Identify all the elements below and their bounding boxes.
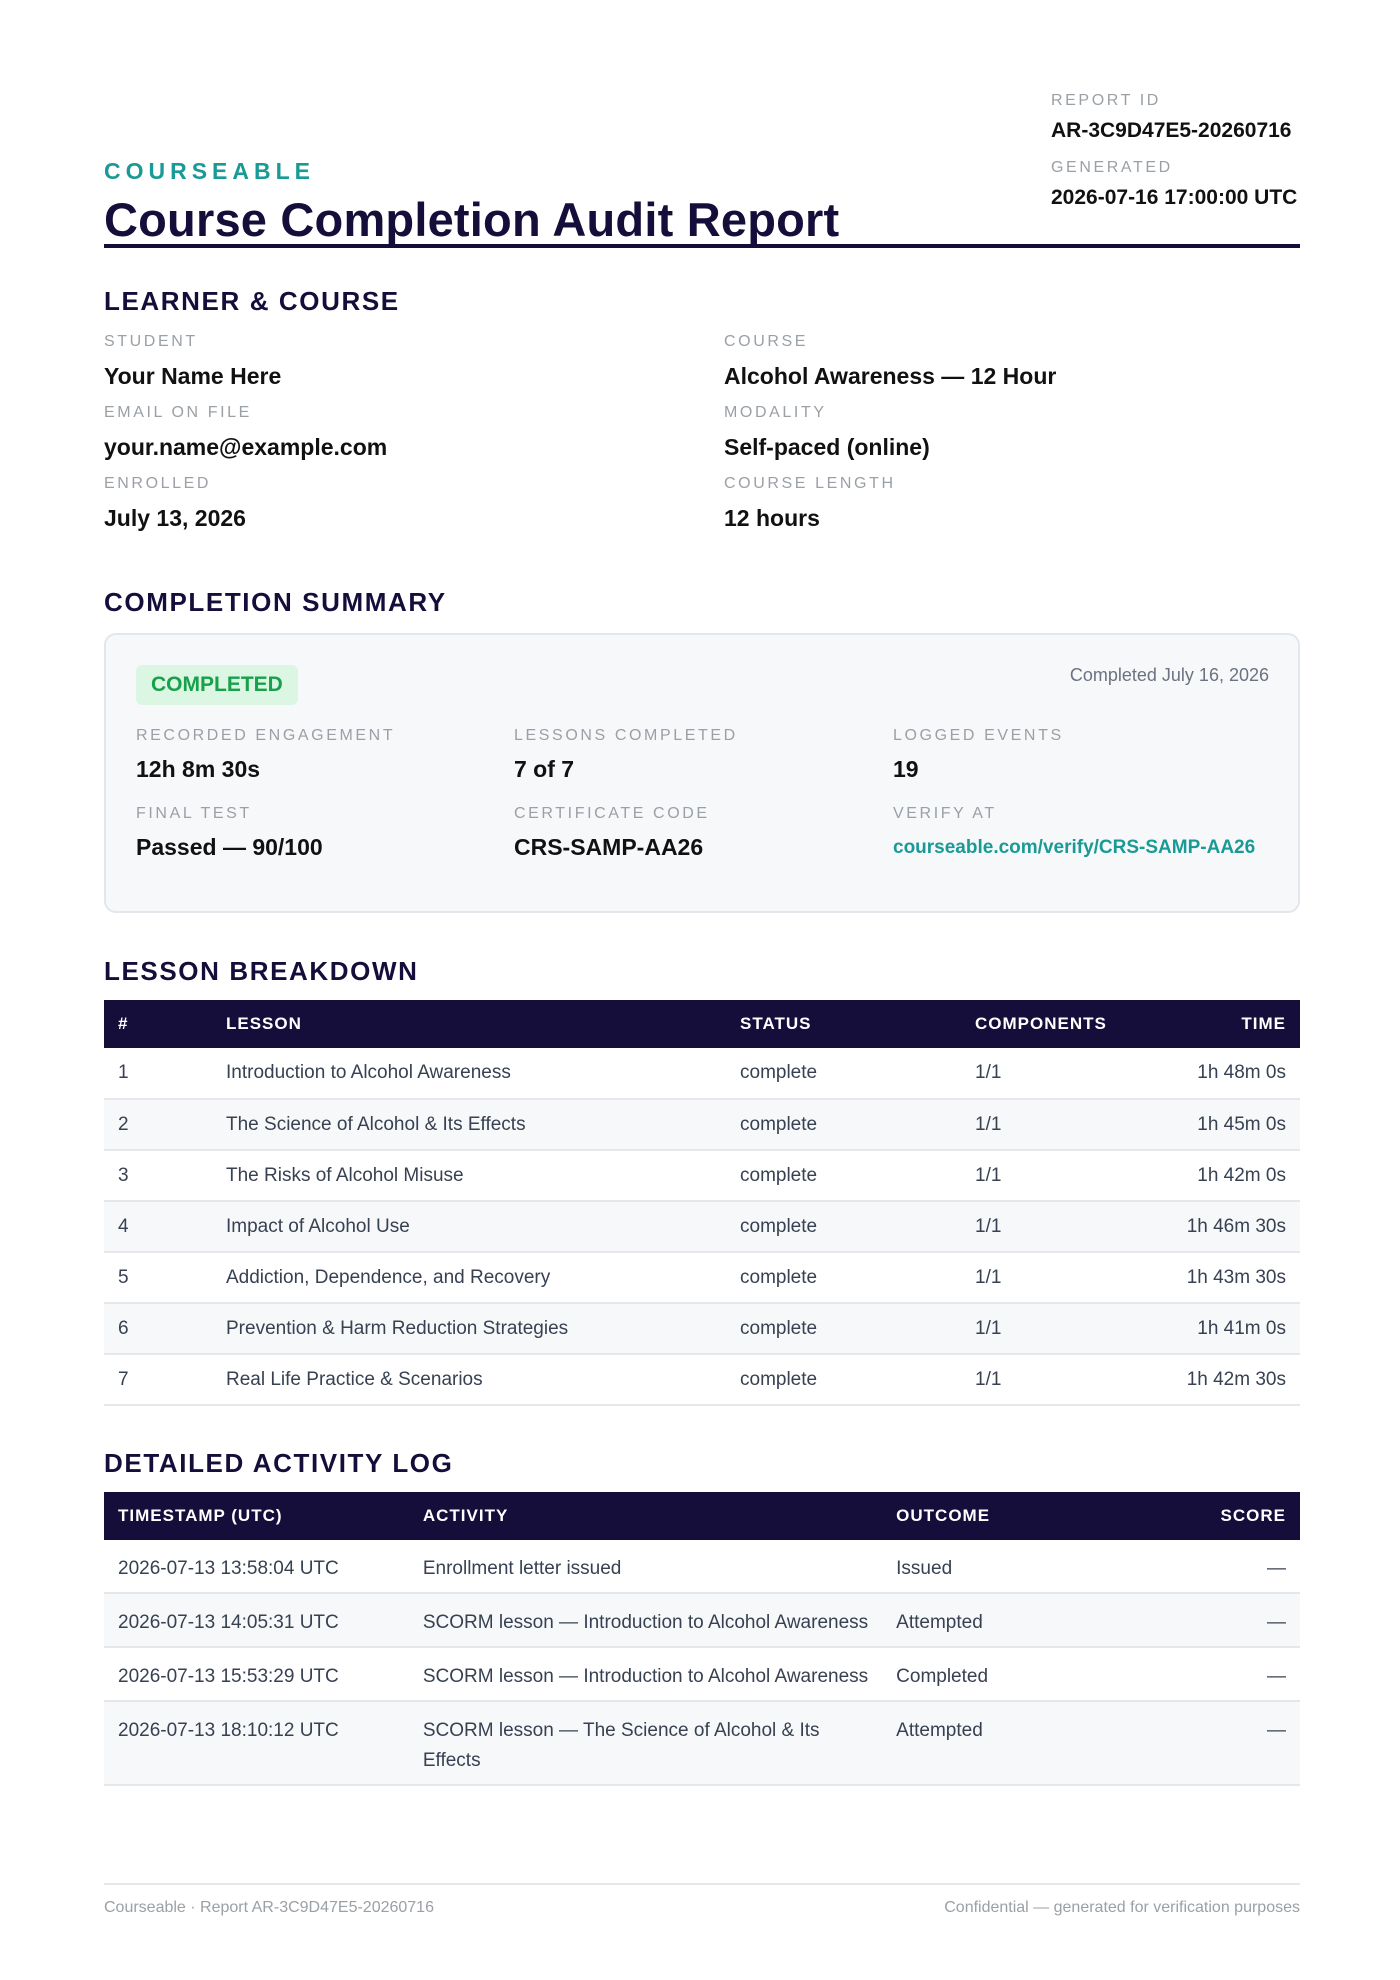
footer-left-text: Courseable · Report AR-3C9D47E5-20260716 bbox=[104, 1899, 434, 1916]
activity-score: — bbox=[1179, 1701, 1300, 1785]
certificate-code-label: CERTIFICATE CODE bbox=[514, 805, 710, 822]
lesson-number: 4 bbox=[104, 1201, 212, 1252]
lesson-name: Prevention & Harm Reduction Strategies bbox=[212, 1303, 726, 1354]
lesson-status: complete bbox=[726, 1048, 961, 1099]
column-header: TIME bbox=[1241, 1014, 1286, 1033]
lesson-time: 1h 43m 30s bbox=[1161, 1252, 1300, 1303]
lesson-time: 1h 42m 30s bbox=[1161, 1354, 1300, 1405]
activity-table-header bbox=[104, 1492, 1300, 1540]
verify-field bbox=[893, 805, 1255, 859]
lesson-components: 1/1 bbox=[961, 1201, 1161, 1252]
lessons-completed-value: 7 of 7 bbox=[514, 756, 575, 782]
final-test-field bbox=[136, 805, 323, 861]
column-header: TIMESTAMP (UTC) bbox=[118, 1506, 283, 1525]
completed-date: Completed July 16, 2026 bbox=[1069, 665, 1269, 685]
enrolled-value: July 13, 2026 bbox=[104, 505, 246, 531]
lesson-name: The Science of Alcohol & Its Effects bbox=[212, 1099, 726, 1150]
activity-log-table bbox=[104, 1492, 1300, 1786]
engagement-label: RECORDED ENGAGEMENT bbox=[136, 727, 396, 744]
lesson-breakdown-table bbox=[104, 1000, 1300, 1406]
student-value: Your Name Here bbox=[104, 363, 282, 389]
page-title: Course Completion Audit Report bbox=[104, 193, 840, 246]
column-header: # bbox=[118, 1014, 129, 1033]
email-value: your.name@example.com bbox=[104, 434, 388, 460]
activity-outcome: Issued bbox=[882, 1540, 1178, 1593]
generated-label: GENERATED bbox=[1051, 159, 1173, 176]
activity-timestamp: 2026-07-13 13:58:04 UTC bbox=[104, 1540, 409, 1593]
lesson-name: Real Life Practice & Scenarios bbox=[212, 1354, 726, 1405]
table-row bbox=[104, 1593, 1300, 1647]
lesson-status: complete bbox=[726, 1303, 961, 1354]
lesson-name: The Risks of Alcohol Misuse bbox=[212, 1150, 726, 1201]
engagement-field bbox=[136, 727, 395, 783]
lessons-section-title: LESSON BREAKDOWN bbox=[104, 956, 419, 986]
logged-events-value: 19 bbox=[893, 756, 919, 782]
lesson-components: 1/1 bbox=[961, 1150, 1161, 1201]
activity-score: — bbox=[1179, 1540, 1300, 1593]
lesson-status: complete bbox=[726, 1150, 961, 1201]
course-length-label: COURSE LENGTH bbox=[724, 475, 896, 492]
lesson-number: 2 bbox=[104, 1099, 212, 1150]
table-row bbox=[104, 1150, 1300, 1201]
modality-field bbox=[724, 404, 930, 461]
column-header: COMPONENTS bbox=[975, 1014, 1107, 1033]
activity-section-title: DETAILED ACTIVITY LOG bbox=[104, 1448, 454, 1478]
activity-outcome: Completed bbox=[882, 1647, 1178, 1701]
activity-timestamp: 2026-07-13 14:05:31 UTC bbox=[104, 1593, 409, 1647]
activity-timestamp: 2026-07-13 15:53:29 UTC bbox=[104, 1647, 409, 1701]
column-header: SCORE bbox=[1220, 1506, 1286, 1525]
lesson-status: complete bbox=[726, 1201, 961, 1252]
email-field bbox=[104, 404, 387, 461]
completion-summary-card bbox=[104, 633, 1300, 913]
report-meta bbox=[1051, 92, 1300, 210]
table-row bbox=[104, 1354, 1300, 1405]
report-header bbox=[104, 0, 1300, 248]
final-test-label: FINAL TEST bbox=[136, 805, 252, 822]
lesson-components: 1/1 bbox=[961, 1048, 1161, 1099]
lesson-components: 1/1 bbox=[961, 1303, 1161, 1354]
activity-description: SCORM lesson — Introduction to Alcohol Awareness bbox=[409, 1647, 882, 1701]
summary-section-title: COMPLETION SUMMARY bbox=[104, 587, 447, 617]
column-header: OUTCOME bbox=[896, 1506, 991, 1525]
lesson-time: 1h 46m 30s bbox=[1161, 1201, 1300, 1252]
course-label: COURSE bbox=[724, 333, 809, 350]
course-field bbox=[724, 333, 1056, 390]
final-test-value: Passed — 90/100 bbox=[136, 834, 323, 860]
table-row bbox=[104, 1099, 1300, 1150]
lesson-number: 7 bbox=[104, 1354, 212, 1405]
report-page bbox=[104, 0, 1300, 1980]
course-value: Alcohol Awareness — 12 Hour bbox=[724, 363, 1057, 389]
status-badge: COMPLETED bbox=[136, 665, 298, 705]
lesson-number: 3 bbox=[104, 1150, 212, 1201]
lesson-status: complete bbox=[726, 1354, 961, 1405]
activity-description: SCORM lesson — Introduction to Alcohol Awareness bbox=[409, 1593, 882, 1647]
report-id-value: AR-3C9D47E5-20260716 bbox=[1051, 119, 1292, 142]
table-row bbox=[104, 1201, 1300, 1252]
student-field bbox=[104, 333, 281, 390]
lesson-time: 1h 48m 0s bbox=[1161, 1048, 1300, 1099]
table-row bbox=[104, 1303, 1300, 1354]
activity-description: SCORM lesson — The Science of Alcohol & Its Effects bbox=[409, 1701, 882, 1785]
table-row bbox=[104, 1048, 1300, 1099]
lesson-number: 6 bbox=[104, 1303, 212, 1354]
learner-section-title: LEARNER & COURSE bbox=[104, 286, 400, 316]
logged-events-label: LOGGED EVENTS bbox=[893, 727, 1064, 744]
activity-outcome: Attempted bbox=[882, 1701, 1178, 1785]
table-row bbox=[104, 1252, 1300, 1303]
lessons-completed-label: LESSONS COMPLETED bbox=[514, 727, 738, 744]
lesson-name: Impact of Alcohol Use bbox=[212, 1201, 726, 1252]
report-footer bbox=[104, 1883, 1300, 1916]
lesson-name: Addiction, Dependence, and Recovery bbox=[212, 1252, 726, 1303]
activity-score: — bbox=[1179, 1593, 1300, 1647]
certificate-code-field bbox=[514, 805, 710, 861]
lesson-components: 1/1 bbox=[961, 1354, 1161, 1405]
activity-score: — bbox=[1179, 1647, 1300, 1701]
email-label: EMAIL ON FILE bbox=[104, 404, 252, 421]
enrolled-field bbox=[104, 475, 246, 532]
lesson-components: 1/1 bbox=[961, 1252, 1161, 1303]
course-length-field bbox=[724, 475, 896, 532]
activity-timestamp: 2026-07-13 18:10:12 UTC bbox=[104, 1701, 409, 1785]
verify-label: VERIFY AT bbox=[893, 805, 997, 822]
table-row bbox=[104, 1701, 1300, 1785]
lesson-status: complete bbox=[726, 1099, 961, 1150]
activity-outcome: Attempted bbox=[882, 1593, 1178, 1647]
report-id-label: REPORT ID bbox=[1051, 92, 1161, 109]
lesson-components: 1/1 bbox=[961, 1099, 1161, 1150]
column-header: LESSON bbox=[226, 1014, 302, 1033]
logged-events-field bbox=[893, 727, 1064, 783]
course-length-value: 12 hours bbox=[724, 505, 820, 531]
lesson-number: 1 bbox=[104, 1048, 212, 1099]
footer-right-text: Confidential — generated for verification purposes bbox=[944, 1899, 1300, 1916]
brand-name: COURSEABLE bbox=[104, 158, 316, 184]
modality-value: Self-paced (online) bbox=[724, 434, 930, 460]
column-header: ACTIVITY bbox=[422, 1506, 509, 1525]
activity-description: Enrollment letter issued bbox=[409, 1540, 882, 1593]
certificate-code-value: CRS-SAMP-AA26 bbox=[514, 834, 704, 860]
modality-label: MODALITY bbox=[724, 404, 827, 421]
generated-value: 2026-07-16 17:00:00 UTC bbox=[1051, 186, 1298, 209]
lesson-name: Introduction to Alcohol Awareness bbox=[212, 1048, 726, 1099]
table-row bbox=[104, 1647, 1300, 1701]
lesson-time: 1h 42m 0s bbox=[1161, 1150, 1300, 1201]
lesson-number: 5 bbox=[104, 1252, 212, 1303]
enrolled-label: ENROLLED bbox=[104, 475, 212, 492]
column-header: STATUS bbox=[740, 1014, 812, 1033]
student-label: STUDENT bbox=[104, 333, 198, 350]
lesson-status: complete bbox=[726, 1252, 961, 1303]
verify-link[interactable]: courseable.com/verify/CRS-SAMP-AA26 bbox=[893, 837, 1256, 858]
lesson-table-header bbox=[104, 1000, 1300, 1048]
lesson-time: 1h 45m 0s bbox=[1161, 1099, 1300, 1150]
engagement-value: 12h 8m 30s bbox=[136, 756, 261, 782]
lessons-completed-field bbox=[514, 727, 738, 783]
lesson-time: 1h 41m 0s bbox=[1161, 1303, 1300, 1354]
table-row bbox=[104, 1540, 1300, 1593]
